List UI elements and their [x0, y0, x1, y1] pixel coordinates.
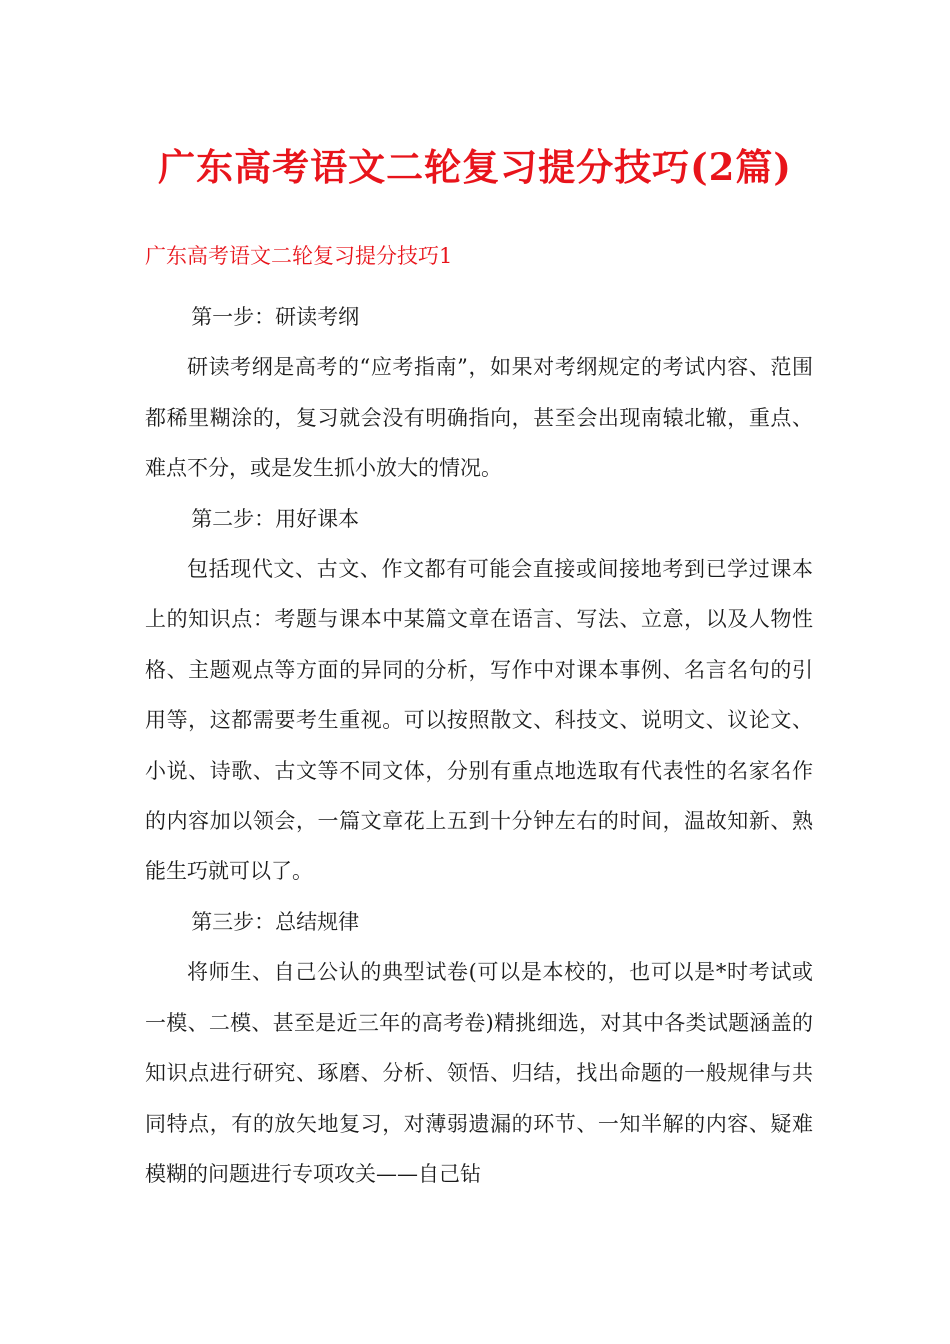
document-body	[145, 292, 813, 1199]
paragraph-3: 将师生、自己公认的典型试卷(可以是本校的，也可以是*时考试或一模、二模、甚至是近三年的高考卷)精挑细选，对其中各类试题涵盖的知识点进行研究、琢磨、分析、领悟、归结，找出命题的一般规律与共同特点，有的放矢地复习，对薄弱遗漏的环节、一知半解的内容、疑难模糊的问题进行专项攻关——自己钻	[145, 960, 813, 1186]
step-heading-1: 第一步：研读考纲	[191, 305, 360, 329]
section-heading: 广东高考语文二轮复习提分技巧1	[145, 244, 453, 268]
step-heading-3: 第三步：总结规律	[191, 909, 360, 934]
paragraph-1: 研读考纲是高考的“应考指南”，如果对考纲规定的考试内容、范围都稀里糊涂的，复习就会没有明确指向，甚至会出现南辕北辙，重点、难点不分，或是发生抓小放大的情况。	[145, 355, 813, 481]
step-heading-2: 第二步：用好课本	[191, 506, 360, 531]
paragraph-2: 包括现代文、古文、作文都有可能会直接或间接地考到已学过课本上的知识点：考题与课本中某篇文章在语言、写法、立意，以及人物性格、主题观点等方面的异同的分析，写作中对课本事例、名言名句的引用等，这都需要考生重视。可以按照散文、科技文、说明文、议论文、小说、诗歌、古文等不同文体，分别有重点地选取有代表性的名家名作的内容加以领会，一篇文章花上五到十分钟左右的时间，温故知新、熟能生巧就可以了。	[145, 557, 813, 884]
document-title: 广东高考语文二轮复习提分技巧(2篇)	[158, 144, 792, 189]
